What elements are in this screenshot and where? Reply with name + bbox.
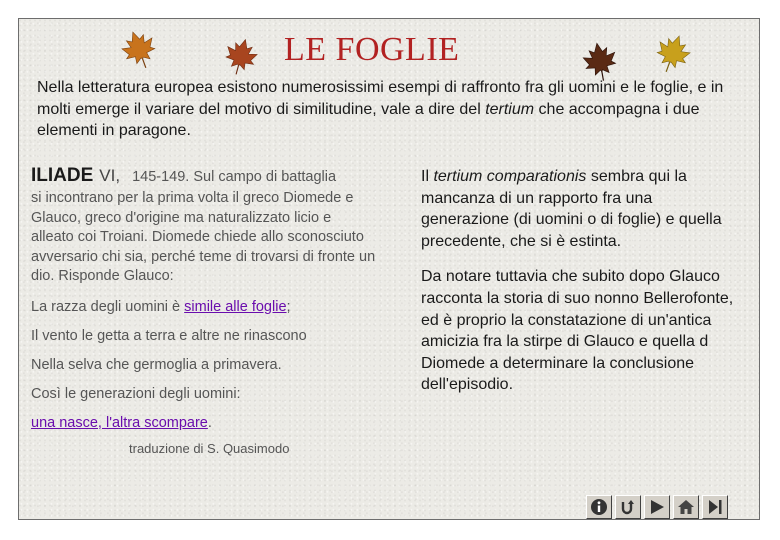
commentary-text: sembra qui la mancanza di un rapporto fra una generazione (di uomini o di foglie) e quella precedente, che si è estinta. — [421, 168, 722, 250]
verse-line-5 — [31, 414, 376, 432]
skip-to-end-icon — [706, 498, 724, 516]
verse-line-1 — [31, 298, 376, 316]
slide — [18, 18, 760, 520]
verse-line-2: Il vento le getta a terra e altre ne rinascono — [31, 327, 307, 344]
home-button[interactable] — [673, 495, 699, 519]
verse-punct: ; — [286, 298, 291, 315]
play-button[interactable] — [644, 495, 670, 519]
maple-leaf-icon — [222, 37, 260, 77]
work-title: ILIADE — [31, 165, 94, 186]
navigation-bar — [586, 495, 728, 519]
iliad-column — [31, 165, 376, 456]
book-number: VI, — [99, 166, 121, 185]
page-title: LE FOGLIE — [284, 31, 460, 68]
verses-text: 145-149. Sul campo di battaglia — [132, 169, 337, 185]
generations-link[interactable]: una nasce, l'altra scompare — [31, 414, 208, 431]
iliad-heading — [31, 165, 376, 187]
commentary-paragraph-2: Da notare tuttavia che subito dopo Glauco racconta la storia di suo nonno Bellerofonte, ed è proprio la constatazione di un'antica amicizia fra la stirpe di Glauco e quella d Diomede a determinare la conclusione dell'episodio. — [421, 268, 734, 394]
verse-text: La razza degli uomini è — [31, 298, 185, 315]
translation-credit: traduzione di S. Quasimodo — [129, 440, 290, 456]
play-icon — [648, 498, 666, 516]
iliad-intro: si incontrano per la prima volta il greco Diomede e Glauco, greco d'origine ma naturalizzato licio e alleato coi Troiani. Diomede chiede allo sconosciuto avversario chi sia, perché teme di trovarsi di fronte un dio. Risponde Glauco: — [31, 190, 376, 284]
end-button[interactable] — [702, 495, 728, 519]
commentary-text: Il — [421, 168, 434, 185]
commentary-paragraph-1 — [421, 166, 739, 252]
intro-text-end: che accompagna i due elementi in paragone. — [37, 100, 700, 139]
intro-tertium: tertium — [485, 100, 535, 118]
verse-punct: . — [207, 414, 212, 431]
intro-text: Nella letteratura europea esistono numerosissimi esempi di raffronto fra gli uomini e le foglie, e in molti emerge il variare del motivo di similitudine, vale a dire del — [37, 79, 724, 118]
return-icon — [619, 498, 637, 516]
maple-leaf-icon — [653, 33, 693, 75]
verse-line-3: Nella selva che germoglia a primavera. — [31, 356, 282, 373]
commentary-column — [421, 166, 739, 396]
home-icon — [677, 498, 695, 516]
maple-leaf-icon — [119, 29, 159, 71]
intro-paragraph — [37, 77, 737, 142]
info-button[interactable] — [586, 495, 612, 519]
tertium-term: tertium comparationis — [433, 168, 587, 185]
simile-link[interactable]: simile alle foglie — [184, 298, 287, 315]
return-button[interactable] — [615, 495, 641, 519]
info-icon — [590, 498, 608, 516]
verse-line-4: Così le generazioni degli uomini: — [31, 385, 241, 402]
